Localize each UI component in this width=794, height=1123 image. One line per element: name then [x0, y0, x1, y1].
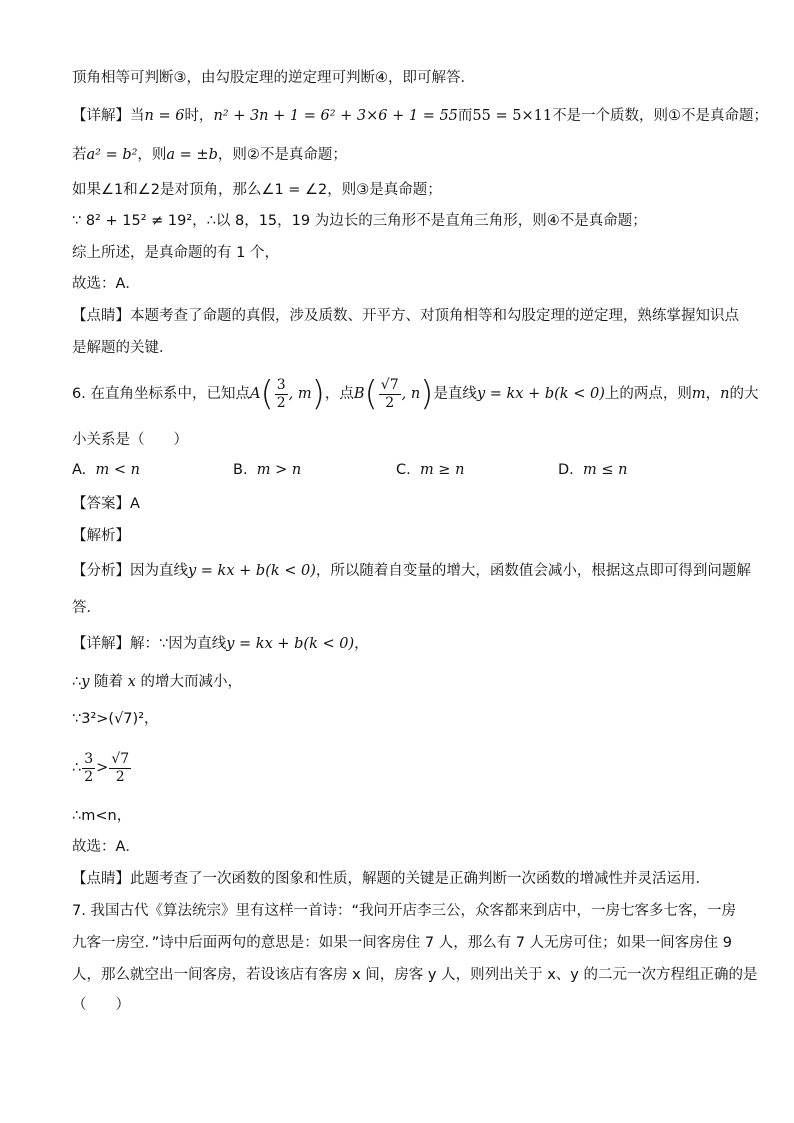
paren: (: [364, 374, 378, 414]
text: 时，: [184, 108, 214, 124]
text-line: 综上所述，是真命题的有 1 个，: [72, 245, 279, 261]
option-letter: D.: [558, 462, 574, 478]
text: 是直线: [433, 386, 477, 402]
text: 的大: [729, 386, 759, 402]
question-7-line: 九客一房空．”诗中后面两句的意思是：如果一间客房住 7 人，那么有 7 人无房可住；如果一间客房住 9: [72, 935, 732, 951]
question-6-stem: [72, 372, 758, 416]
text: ，则②不是真命题；: [217, 147, 347, 163]
text-line: 答．: [72, 600, 101, 616]
analysis-heading: 【解析】: [72, 528, 130, 544]
question-7-line: （ ）: [72, 997, 130, 1013]
text-line: ∵ 8² + 15² ≠ 19²，∴以 8，15，19 为边长的三角形不是直角三角形，则④不是真命题；: [72, 213, 647, 229]
math: y = kx + b: [226, 636, 304, 652]
text: 【分析】因为直线: [72, 563, 188, 579]
text-line: 如果∠1和∠2是对顶角，那么∠1 = ∠2，则③是真命题；: [72, 182, 442, 198]
math: (k < 0): [265, 563, 316, 579]
text: ，则: [137, 147, 167, 163]
text: ∴: [72, 760, 82, 776]
math: y = kx + b: [188, 563, 266, 579]
denominator: 2: [115, 768, 125, 785]
answer-line: 【答案】A: [72, 496, 140, 512]
text-line: 小关系是（ ）: [72, 432, 188, 448]
text: ，所以随着自变量的增大，函数值会减小，根据这点即可得到问题解: [315, 563, 751, 579]
text-line: [72, 145, 347, 165]
text-line: 是解题的关键．: [72, 340, 174, 356]
math: a = ±b: [166, 147, 218, 163]
text-line: 故选：A．: [72, 276, 140, 292]
text: 【详解】解：∵因为直线: [72, 636, 227, 652]
question-7-line: 人，那么就空出一间客房，若设该店有客房 x 间，房客 y 人，则列出关于 x、y 的二元一次方程组正确的是: [72, 967, 758, 983]
numerator: √7: [380, 376, 399, 393]
text-line: 故选：A．: [72, 839, 140, 855]
math: 55 = 5×11: [472, 108, 553, 124]
denominator: 2: [276, 394, 286, 411]
step-line: ∴m<n，: [72, 808, 132, 824]
math: (k < 0): [554, 386, 605, 402]
numerator: √7: [111, 750, 130, 767]
math: y = kx + b: [476, 386, 555, 402]
math-cond: k < 0: [559, 386, 600, 402]
paren: ): [311, 374, 325, 414]
text: ，: [705, 386, 721, 402]
comment-line: 【点睛】此题考查了一次函数的图象和性质，解题的关键是正确判断一次函数的增减性并灵活运用．: [72, 871, 710, 887]
math: y: [81, 674, 90, 690]
text: ∴: [72, 674, 82, 690]
analysis-line: [72, 561, 751, 581]
math: m: [691, 386, 706, 402]
math: , m: [288, 386, 312, 402]
comment-line: 【点睛】本题考查了命题的真假，涉及质数、开平方、对顶角相等和勾股定理的逆定理，熟练掌握知识点: [72, 308, 739, 324]
math: (k < 0): [303, 636, 355, 652]
option-b: [233, 462, 301, 478]
option-letter: B.: [233, 462, 248, 478]
text: 6. 在直角坐标系中，已知点: [72, 386, 250, 402]
text: ，: [354, 636, 369, 652]
fraction: [275, 377, 288, 412]
paren: (: [260, 374, 274, 414]
step-line: [72, 748, 132, 788]
math: n: [720, 386, 730, 402]
math: , n: [401, 386, 421, 402]
denominator: 2: [84, 768, 94, 785]
text: ，点: [324, 386, 354, 402]
point-b: B: [353, 386, 365, 402]
text: 不是一个质数，则①不是真命题；: [552, 108, 769, 124]
fraction: [109, 751, 131, 786]
option-text: m ≥ n: [419, 462, 465, 478]
option-c: [396, 462, 464, 478]
step-line: [72, 672, 242, 692]
detail-tag: 【详解】: [72, 108, 130, 124]
math: a² = b²: [86, 147, 138, 163]
option-text: m ≤ n: [583, 462, 628, 478]
option-a: [72, 462, 140, 478]
numerator: 3: [276, 376, 286, 393]
detail-line: [72, 634, 369, 654]
math: x: [127, 674, 136, 690]
math: n = 6: [144, 108, 185, 124]
math-cond: k < 0: [270, 563, 311, 579]
math-cond: k < 0: [309, 636, 349, 652]
step-line: ∵3²>(√7)²，: [72, 711, 159, 727]
option-letter: A.: [72, 462, 87, 478]
text-line: 顶角相等可判断③，由勾股定理的逆定理可判断④，即可解答．: [72, 70, 475, 86]
numerator: 3: [84, 750, 94, 767]
math: >: [96, 760, 109, 776]
text: 而: [457, 108, 473, 124]
option-d: [558, 462, 627, 478]
option-letter: C.: [396, 462, 411, 478]
point-a: A: [249, 386, 261, 402]
fraction: [379, 377, 401, 412]
text: 若: [72, 147, 87, 163]
option-text: m > n: [256, 462, 302, 478]
paren: ): [420, 374, 434, 414]
option-text: m < n: [95, 462, 140, 478]
fraction: [82, 751, 95, 786]
math: n² + 3n + 1 = 6² + 3×6 + 1 = 55: [213, 108, 458, 124]
text: 的增大而减小，: [135, 674, 242, 690]
text: 当: [130, 108, 145, 124]
denominator: 2: [385, 394, 395, 411]
text: 随着: [89, 674, 128, 690]
question-7-line: 7. 我国古代《算法统宗》里有这样一首诗：“我问开店李三公，众客都来到店中，一房七客多七客，一房: [72, 903, 736, 919]
text: 上的两点，则: [604, 386, 692, 402]
detail-line: [72, 106, 768, 126]
